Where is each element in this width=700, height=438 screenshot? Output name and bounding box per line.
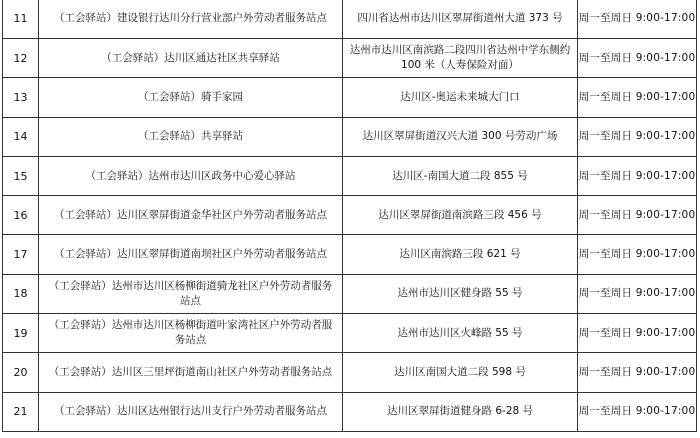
table-row xyxy=(3,196,697,235)
station-name-cell: （工会驿站）达州市达川区杨柳街道骑龙社区户外劳动者服务站点 xyxy=(39,274,343,313)
station-address-cell: 四川省达州市达川区翠屏街道州大道 373 号 xyxy=(343,0,578,39)
station-name-cell: （工会驿站）共享驿站 xyxy=(39,117,343,156)
row-number-cell: 16 xyxy=(3,196,39,235)
opening-hours-cell: 周一至周日 9:00-17:00 xyxy=(578,0,697,39)
opening-hours-cell: 周一至周日 9:00-17:00 xyxy=(578,78,697,117)
station-address-cell: 达川区-奥运未来城大门口 xyxy=(343,78,578,117)
row-number-cell: 13 xyxy=(3,78,39,117)
station-address-cell: 达川区-南国大道二段 855 号 xyxy=(343,156,578,195)
opening-hours-cell: 周一至周日 9:00-17:00 xyxy=(578,353,697,392)
station-address-cell: 达州市达川区南滨路二段四川省达州中学东侧约 100 米（人寿保险对面） xyxy=(343,39,578,78)
station-name-cell: （工会驿站）达川区翠屏街道南坝社区户外劳动者服务站点 xyxy=(39,235,343,274)
station-name-cell: （工会驿站）达川区达州银行达川支行户外劳动者服务站点 xyxy=(39,392,343,431)
row-number-cell: 19 xyxy=(3,314,39,353)
station-address-cell: 达川区南滨路三段 621 号 xyxy=(343,235,578,274)
table-row xyxy=(3,78,697,117)
opening-hours-cell: 周一至周日 9:00-17:00 xyxy=(578,39,697,78)
opening-hours-cell: 周一至周日 9:00-17:00 xyxy=(578,314,697,353)
row-number-cell: 14 xyxy=(3,117,39,156)
station-address-cell: 达川区翠屏街道健身路 6-28 号 xyxy=(343,392,578,431)
station-address-cell: 达川区南国大道二段 598 号 xyxy=(343,353,578,392)
row-number-cell: 12 xyxy=(3,39,39,78)
station-name-cell: （工会驿站）达州市达川区政务中心爱心驿站 xyxy=(39,156,343,195)
station-name-cell: （工会驿站）骑手家园 xyxy=(39,78,343,117)
opening-hours-cell: 周一至周日 9:00-17:00 xyxy=(578,274,697,313)
opening-hours-cell: 周一至周日 9:00-17:00 xyxy=(578,392,697,431)
row-number-cell: 18 xyxy=(3,274,39,313)
table-row xyxy=(3,39,697,78)
opening-hours-cell: 周一至周日 9:00-17:00 xyxy=(578,117,697,156)
table-row xyxy=(3,156,697,195)
row-number-cell: 17 xyxy=(3,235,39,274)
table-row xyxy=(3,353,697,392)
station-name-cell: （工会驿站）达川区翠屏街道金华社区户外劳动者服务站点 xyxy=(39,196,343,235)
table-row xyxy=(3,314,697,353)
station-table xyxy=(2,0,697,432)
row-number-cell: 11 xyxy=(3,0,39,39)
station-name-cell: （工会驿站）达川区通达社区共享驿站 xyxy=(39,39,343,78)
table-row xyxy=(3,392,697,431)
station-table-body xyxy=(3,0,697,431)
station-address-cell: 达川区翠屏街道南滨路三段 456 号 xyxy=(343,196,578,235)
opening-hours-cell: 周一至周日 9:00-17:00 xyxy=(578,235,697,274)
station-address-cell: 达川区翠屏街道汉兴大道 300 号劳动广场 xyxy=(343,117,578,156)
row-number-cell: 20 xyxy=(3,353,39,392)
station-name-cell: （工会驿站）达川区三里坪街道南山社区户外劳动者服务站点 xyxy=(39,353,343,392)
station-name-cell: （工会驿站）达州市达川区杨柳街道叶家湾社区户外劳动者服务站点 xyxy=(39,314,343,353)
station-table-sheet xyxy=(2,0,696,438)
table-row xyxy=(3,274,697,313)
station-address-cell: 达州市达川区健身路 55 号 xyxy=(343,274,578,313)
station-address-cell: 达州市达川区火峰路 55 号 xyxy=(343,314,578,353)
opening-hours-cell: 周一至周日 9:00-17:00 xyxy=(578,196,697,235)
row-number-cell: 15 xyxy=(3,156,39,195)
table-row xyxy=(3,235,697,274)
row-number-cell: 21 xyxy=(3,392,39,431)
opening-hours-cell: 周一至周日 9:00-17:00 xyxy=(578,156,697,195)
table-row xyxy=(3,117,697,156)
station-name-cell: （工会驿站）建设银行达川分行营业部户外劳动者服务站点 xyxy=(39,0,343,39)
table-row xyxy=(3,0,697,39)
